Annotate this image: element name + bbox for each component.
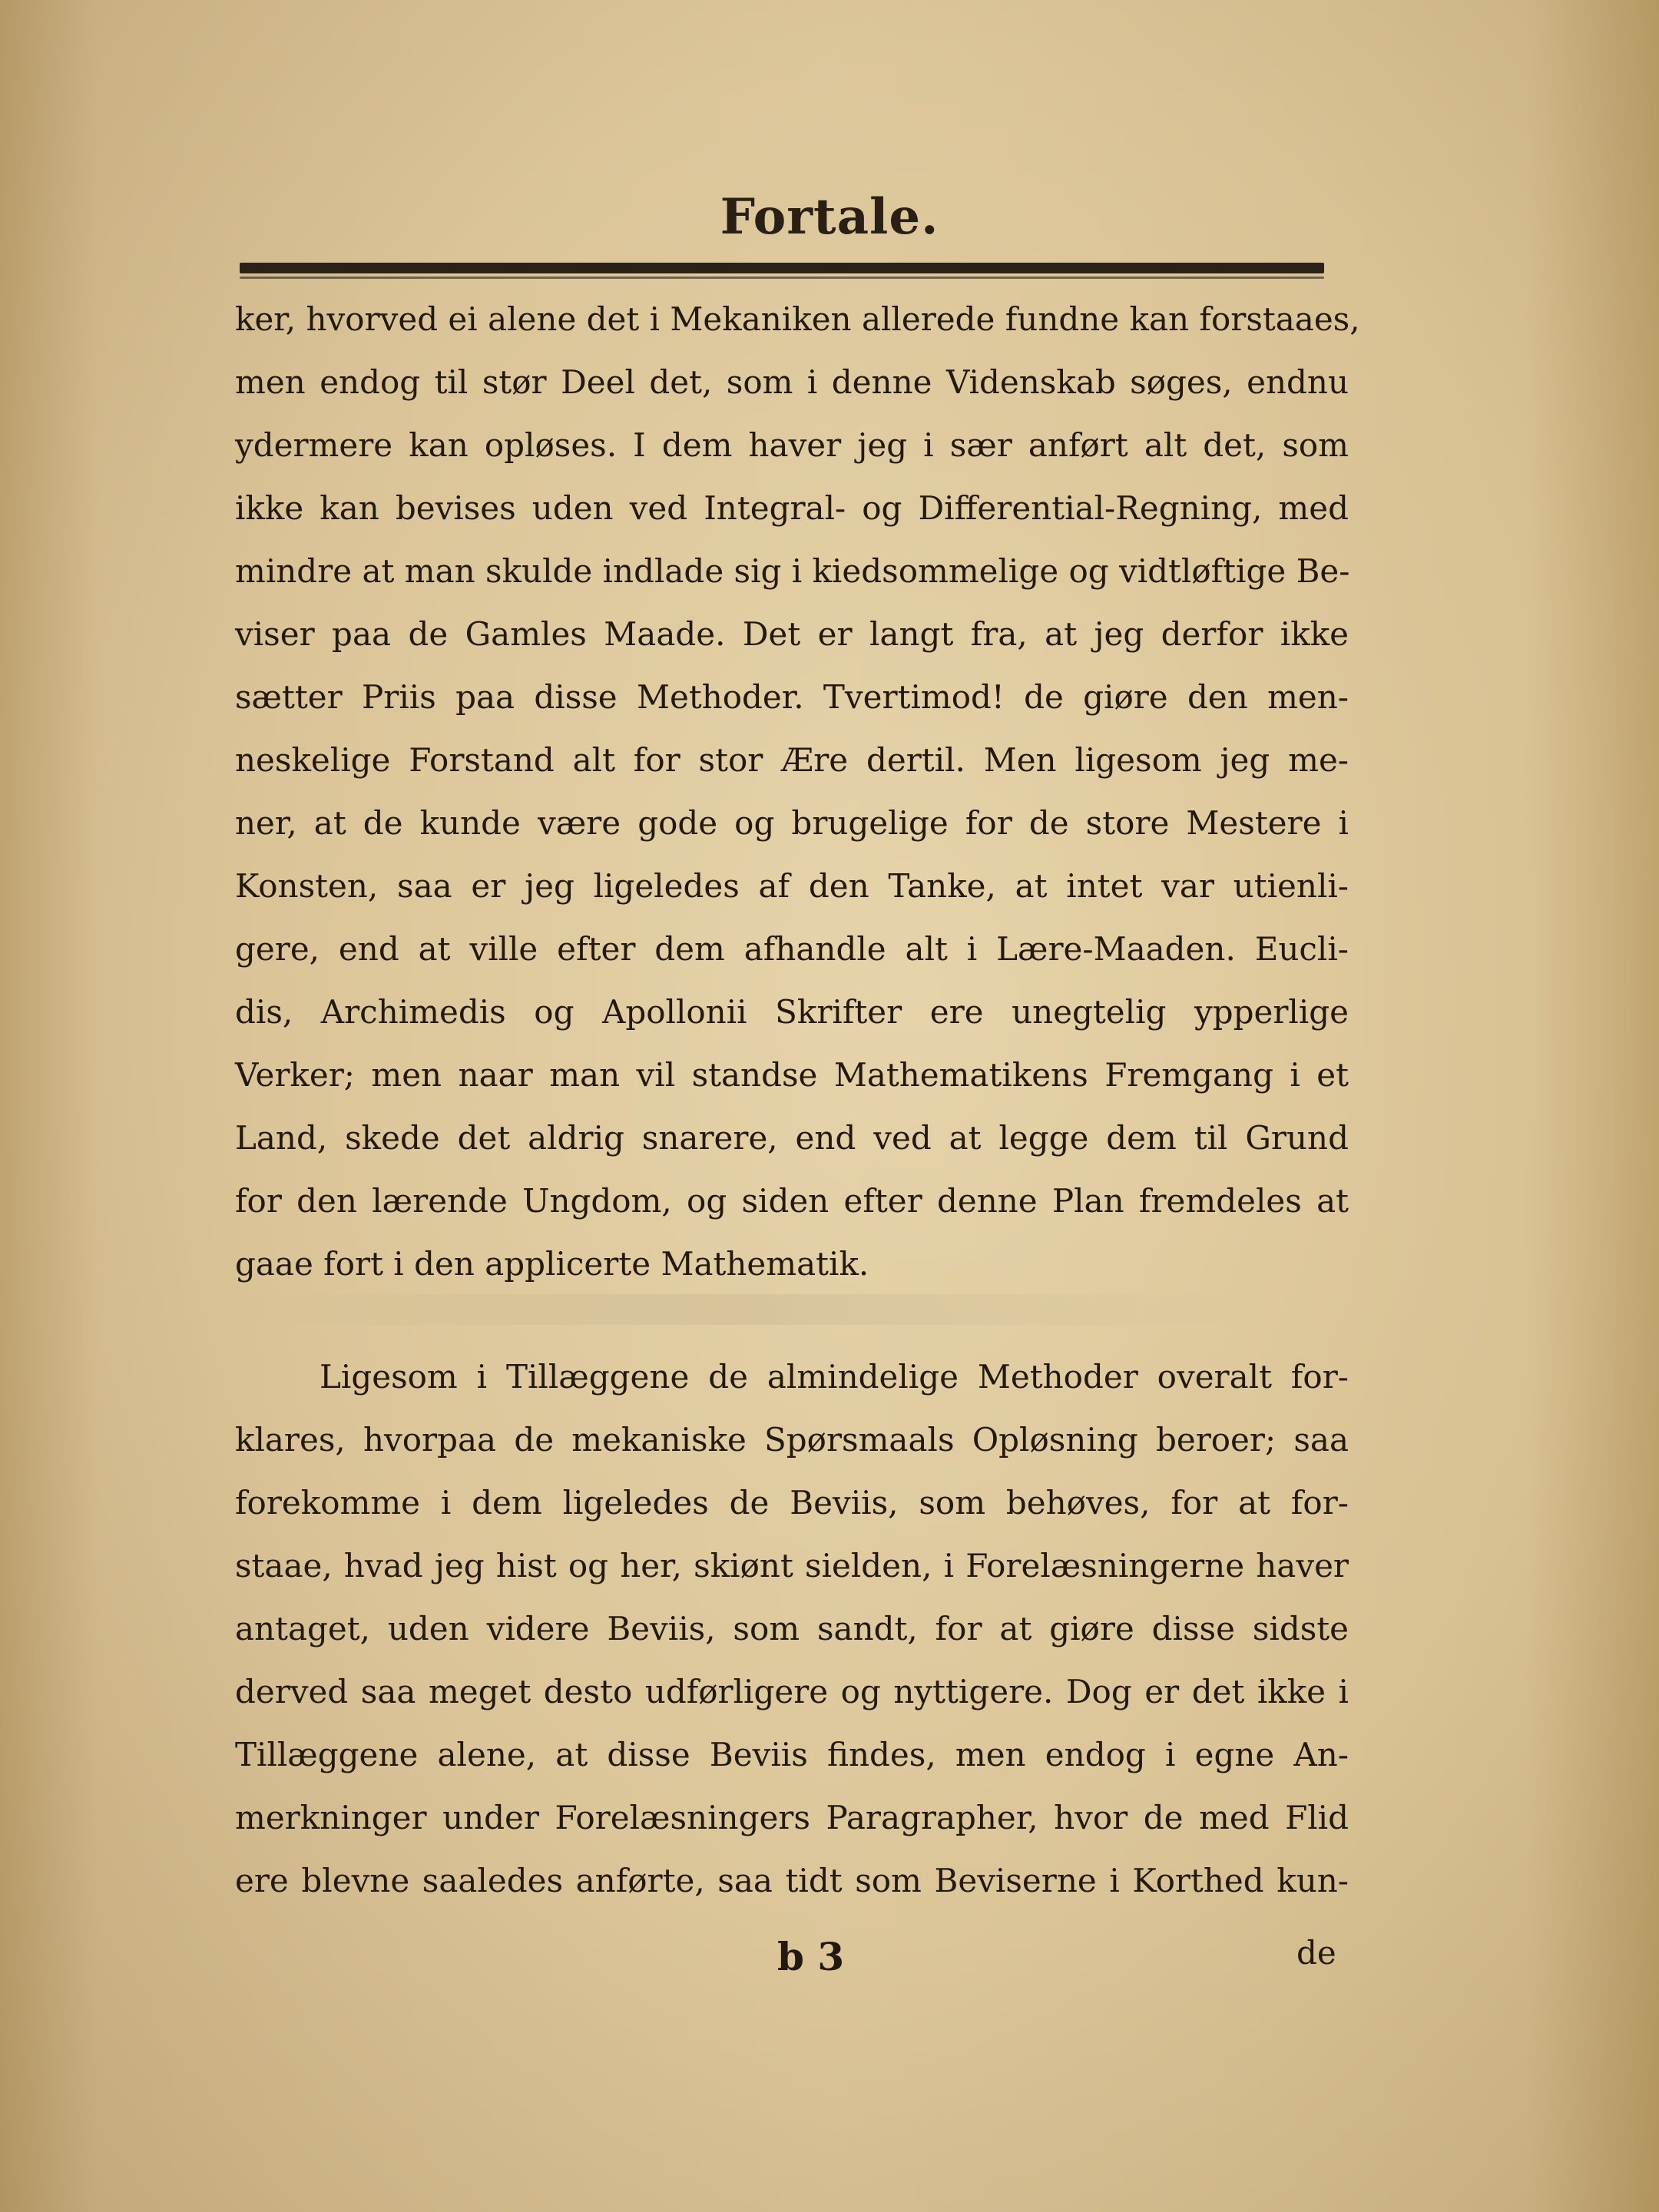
text-line: ker, hvorved ei alene det i Mekaniken allerede fundne kan forstaaes, — [235, 300, 1360, 338]
paragraph-2 — [235, 1346, 1349, 1912]
text-line: gaae fort i den applicerte Mathematik. — [235, 1245, 869, 1283]
text-line: Land, skede det aldrig snarere, end ved at legge dem til Grund — [235, 1119, 1349, 1157]
text-line: neskelige Forstand alt for stor Ære dertil. Men ligesom jeg me- — [235, 741, 1349, 779]
paragraph-1 — [235, 288, 1360, 1296]
text-line: mindre at man skulde indlade sig i kiedsommelige og vidtløftige Be- — [235, 552, 1350, 590]
text-line: ere blevne saaledes anførte, saa tidt som Beviserne i Korthed kun- — [235, 1862, 1349, 1899]
header-rule — [240, 263, 1324, 273]
running-head: Fortale. — [720, 188, 939, 246]
signature-mark: b 3 — [777, 1934, 845, 1979]
text-line: men endog til stør Deel det, som i denne Videnskab søges, endnu — [235, 363, 1349, 401]
show-through-bleed — [238, 1294, 1237, 1325]
text-line: merkninger under Forelæsningers Paragrapher, hvor de med Flid — [235, 1799, 1349, 1836]
text-line: Tillæggene alene, at disse Beviis findes, men endog i egne An- — [235, 1736, 1349, 1773]
header-rule-thin — [240, 276, 1324, 279]
text-line: sætter Priis paa disse Methoder. Tvertimod! de giøre den men- — [235, 678, 1349, 716]
text-line: ner, at de kunde være gode og brugelige for de store Mestere i — [235, 804, 1349, 842]
text-line: forekomme i dem ligeledes de Beviis, som behøves, for at for- — [235, 1484, 1349, 1522]
text-line: klares, hvorpaa de mekaniske Spørsmaals Opløsning beroer; saa — [235, 1421, 1349, 1459]
catchword: de — [1296, 1934, 1336, 1972]
text-line: staae, hvad jeg hist og her, skiønt sielden, i Forelæsningerne haver — [235, 1547, 1349, 1584]
text-line: gere, end at ville efter dem afhandle alt i Lære-Maaden. Eucli- — [235, 930, 1349, 968]
text-line: Ligesom i Tillæggene de almindelige Methoder overalt for- — [320, 1358, 1349, 1396]
text-line: ydermere kan opløses. I dem haver jeg i sær anført alt det, som — [235, 426, 1349, 464]
text-line: antaget, uden videre Beviis, som sandt, for at giøre disse sidste — [235, 1610, 1349, 1647]
text-line: Konsten, saa er jeg ligeledes af den Tanke, at intet var utienli- — [235, 867, 1349, 905]
text-line: for den lærende Ungdom, og siden efter denne Plan fremdeles at — [235, 1182, 1349, 1220]
text-line: viser paa de Gamles Maade. Det er langt fra, at jeg derfor ikke — [235, 615, 1349, 653]
text-line: dis, Archimedis og Apollonii Skrifter ere unegtelig ypperlige — [235, 993, 1349, 1031]
text-line: Verker; men naar man vil standse Mathematikens Fremgang i et — [235, 1056, 1349, 1094]
text-line: ikke kan bevises uden ved Integral- og Differential-Regning, med — [235, 489, 1349, 527]
text-line: derved saa meget desto udførligere og nyttigere. Dog er det ikke i — [235, 1673, 1349, 1710]
